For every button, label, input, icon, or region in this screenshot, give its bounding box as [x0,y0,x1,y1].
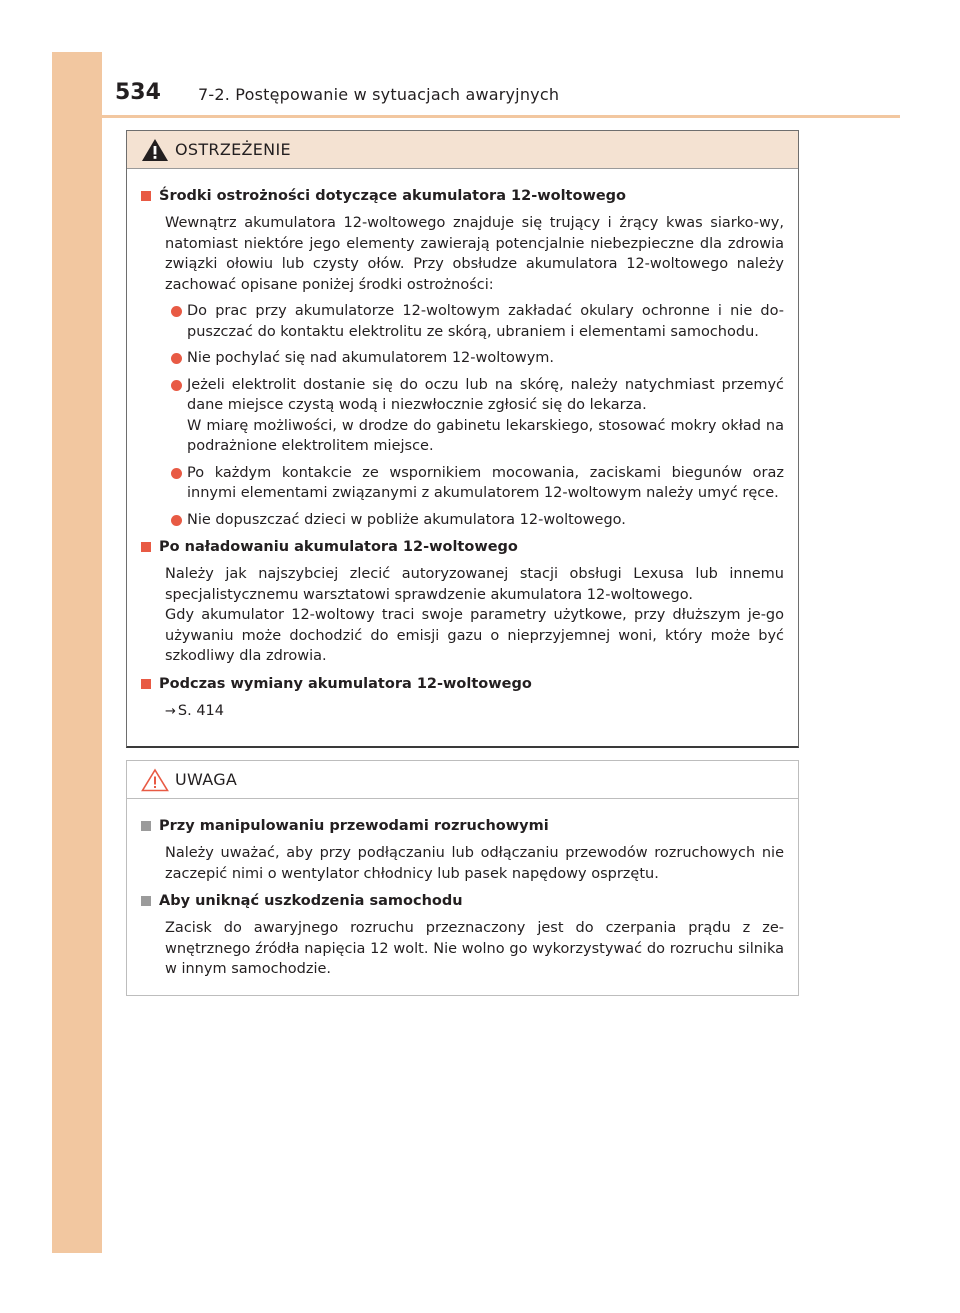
section-heading-text: Aby uniknąć uszkodzenia samochodu [159,893,463,909]
paragraph-text: Gdy akumulator 12-woltowy traci swoje parametry użytkowe, przy dłuższym je-go używaniu może dochodzić do emisji gazu o nieprzyjemnej woni, który może być szkodliwy dla zdrowia. [165,607,784,664]
section-heading-text: Po naładowaniu akumulatora 12-woltowego [159,539,518,555]
list-item [187,348,784,369]
section-heading-text: Przy manipulowaniu przewodami rozruchowymi [159,818,549,834]
chapter-title: 7-2. Postępowanie w sytuacjach awaryjnych [198,85,560,104]
section-heading [141,537,784,557]
page-number: 534 [115,80,161,105]
list-item-text: Po każdym kontakcie ze wspornikiem mocowania, zaciskami biegunów oraz innymi elementami związanymi z akumulatorem 12-woltowym należy umyć ręce. [187,464,784,501]
page-reference-text[interactable]: S. 414 [177,702,225,719]
warning-box [126,130,799,748]
list-item [187,375,784,457]
arrow-right-icon: → [165,703,176,719]
paragraph: Zacisk do awaryjnego rozruchu przeznaczony jest do czerpania prądu z ze-wnętrznego źródła napięcia 12 wolt. Nie wolno go wykorzystywać do rozruchu silnika w innym samochodzie. [165,920,784,977]
warning-header [127,131,798,169]
list-item [187,301,784,342]
square-bullet-icon [141,679,151,689]
square-bullet-icon [141,191,151,201]
list-item-text: W miarę możliwości, w drodze do gabinetu lekarskiego, stosować mokry okład na podrażnione elektrolitem miejsce. [187,417,784,454]
section-heading [141,186,784,206]
dot-bullet-icon [171,380,182,391]
list-item [187,510,784,531]
list-item-text: Nie pochylać się nad akumulatorem 12-woltowym. [187,350,555,366]
list-item-text: Nie dopuszczać dzieci w pobliże akumulatora 12-woltowego. [187,511,626,528]
square-bullet-icon [141,821,151,831]
dot-bullet-icon [171,353,182,364]
section-heading [141,891,784,911]
dot-bullet-icon [171,468,182,479]
list-item [187,463,784,504]
dot-bullet-icon [171,306,182,317]
section-heading [141,674,784,694]
square-bullet-icon [141,896,151,906]
section-heading [141,816,784,836]
paragraph-text: Należy jak najszybciej zlecić autoryzowanej stacji obsługi Lexusa lub innemu specjalistycznemu warsztatowi sprawdzenie akumulatora 12-woltowego. [165,566,784,603]
warning-title: OSTRZEŻENIE [175,140,291,159]
list-item-text: Do prac przy akumulatorze 12-woltowym zakładać okulary ochronne i nie do-puszczać do kontaktu elektrolitu ze skórą, ubraniem i elementami samochodu. [187,303,784,340]
dot-bullet-icon [171,515,182,526]
caution-title: UWAGA [175,770,238,789]
warning-body [127,169,798,722]
square-bullet-icon [141,542,151,552]
header-rule [102,115,900,118]
section-heading-text: Podczas wymiany akumulatora 12-woltowego [159,675,532,692]
paragraph: Wewnątrz akumulatora 12-woltowego znajduje się trujący i żrący kwas siarko-wy, natomiast niektóre jego elementy zawierają potencjalnie niebezpieczne dla zdrowia związki ołowiu lub czysty ołów. Przy obsłudze akumulatora 12-woltowego należy zachować opisane poniżej środki ostrożności: [165,215,784,293]
warning-triangle-icon [141,138,169,162]
caution-triangle-icon [141,768,169,792]
page-reference[interactable] [165,701,784,723]
caution-header [127,761,798,799]
section-heading-text: Środki ostrożności dotyczące akumulatora 12-woltowego [159,188,627,204]
paragraph [165,564,784,667]
side-band [52,52,102,1253]
paragraph: Należy uważać, aby przy podłączaniu lub odłączaniu przewodów rozruchowych nie zaczepić nimi o wentylator chłodnicy lub pasek napędowy osprzętu. [165,845,784,882]
caution-box [126,760,799,996]
list-item-text: Jeżeli elektrolit dostanie się do oczu lub na skórę, należy natychmiast przemyć dane miejsce czystą wodą i niezwłocznie zgłosić się do lekarza. [187,376,784,413]
caution-body [127,799,798,980]
